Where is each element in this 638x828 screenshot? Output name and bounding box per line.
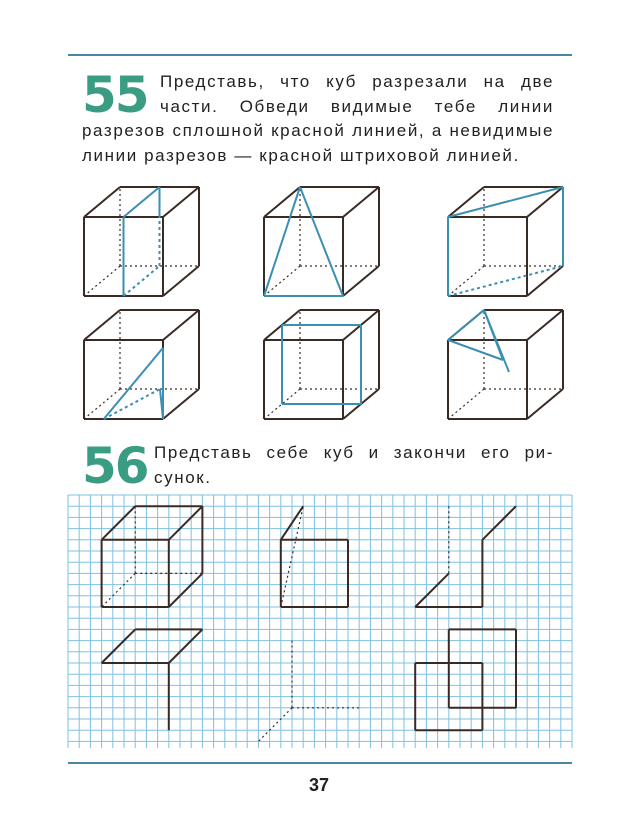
task-56-first-line: Представь себе куб и закончи его ри- bbox=[154, 443, 554, 462]
hidden-edge bbox=[102, 573, 136, 607]
task-55-number: 55 bbox=[82, 66, 148, 124]
drawing-line bbox=[169, 506, 203, 540]
hidden-edge bbox=[258, 708, 292, 742]
drawing-line bbox=[482, 506, 516, 540]
bottom-rule bbox=[68, 762, 572, 764]
drawing-line bbox=[169, 629, 203, 663]
page-number: 37 bbox=[308, 775, 330, 795]
drawing-line bbox=[102, 506, 136, 540]
task-56-rest: сунок. bbox=[154, 467, 212, 487]
drawing-line bbox=[169, 573, 203, 607]
drawing-line bbox=[102, 629, 136, 663]
task-56-number: 56 bbox=[82, 437, 148, 495]
task-55-rest: части. Обведи видимые тебе линии разрезов сплошной красной линией, а невидимые линии разрезов — красной штриховой линией. bbox=[82, 96, 554, 165]
task-55-first-line: Представь, что куб разрезали на две bbox=[160, 72, 554, 91]
drawing-line bbox=[415, 573, 449, 607]
